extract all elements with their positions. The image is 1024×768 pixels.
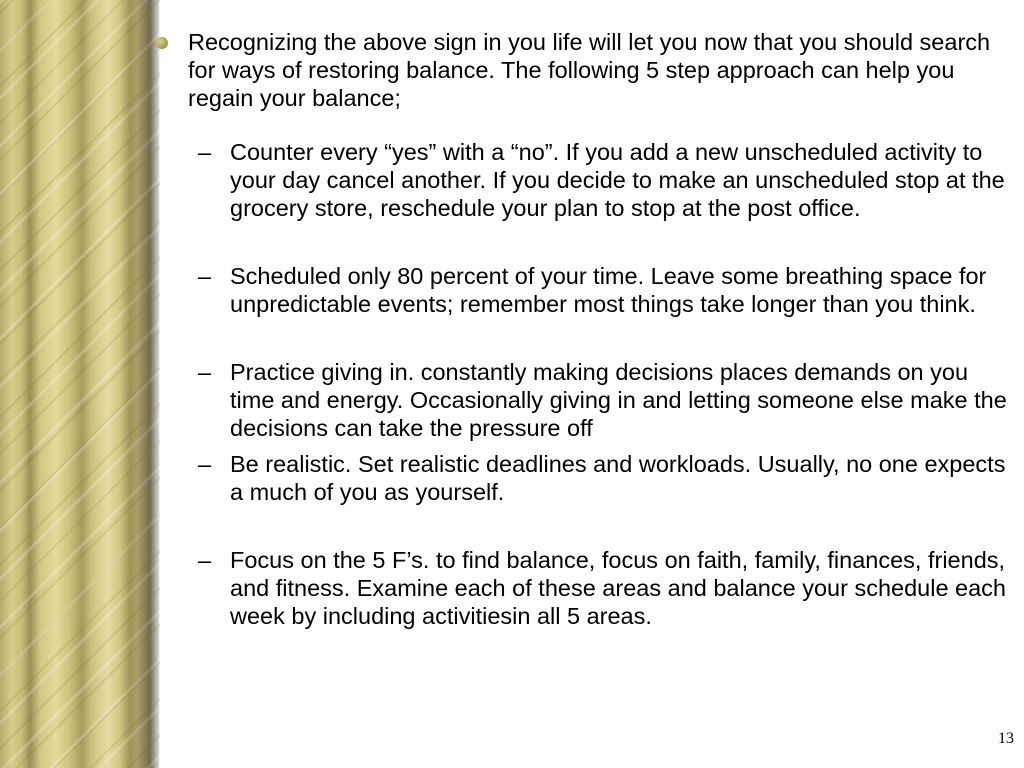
dash-marker: – — [198, 263, 212, 289]
sub-bullet-text: Counter every “yes” with a “no”. If you add a new unscheduled activity to your day cancel another. If you decide to make an unscheduled stop at the grocery store, reschedule your plan to stop at the post office. — [230, 139, 1005, 221]
sub-bullet-item — [198, 138, 1016, 222]
sub-bullet-item — [198, 546, 1016, 630]
sub-bullet-item — [198, 262, 1016, 318]
bullet-dot-icon — [156, 37, 168, 49]
main-bullet — [150, 28, 1016, 112]
dash-marker: – — [198, 139, 212, 165]
sub-bullet-text: Be realistic. Set realistic deadlines and workloads. Usually, no one expects a much of you as yourself. — [230, 451, 1006, 505]
dash-marker: – — [198, 451, 212, 477]
sub-bullet-text: Focus on the 5 F’s. to find balance, focus on faith, family, finances, friends, and fitness. Examine each of these areas and balance your schedule each week by including activitiesin all 5 areas. — [230, 547, 1007, 629]
sub-bullet-item — [198, 450, 1016, 506]
sub-bullet-list — [198, 138, 1016, 630]
sub-bullet-text: Practice giving in. constantly making decisions places demands on you time and energy. Occasionally giving in and letting someone else make the decisions can take the pressure off — [230, 359, 1007, 441]
dash-marker: – — [198, 547, 212, 573]
slide-content — [150, 28, 1016, 630]
page-number: 13 — [998, 730, 1014, 747]
sub-bullet-text: Scheduled only 80 percent of your time. Leave some breathing space for unpredictable events; remember most things take longer than you think. — [230, 263, 987, 317]
main-bullet-text: Recognizing the above sign in you life will let you now that you should search for ways of restoring balance. The following 5 step approach can help you regain your balance; — [188, 29, 991, 111]
sub-bullet-item — [198, 358, 1016, 442]
dash-marker: – — [198, 359, 212, 385]
